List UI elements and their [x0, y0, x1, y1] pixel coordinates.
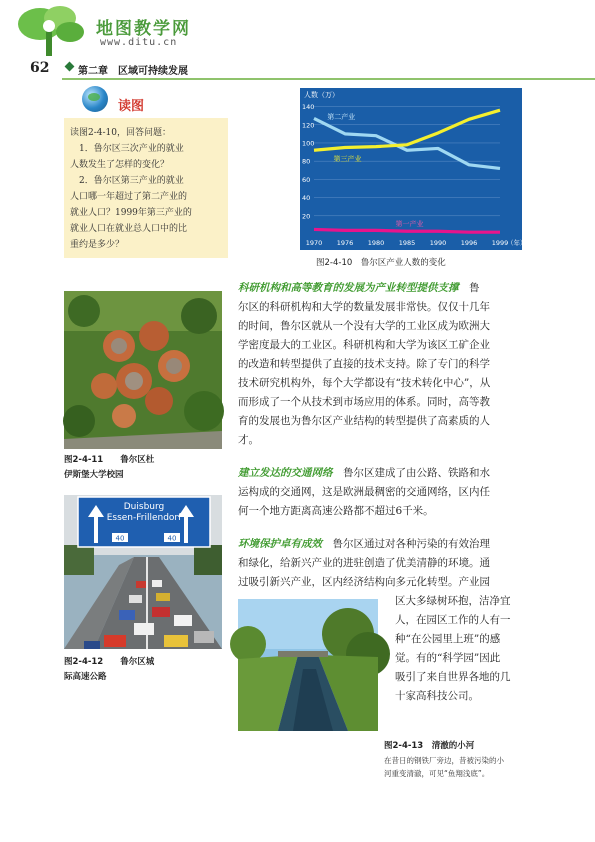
chapter-title: 第二章 区域可持续发展 [78, 66, 188, 77]
paragraph-line: 学密度最大的工业区。科研机构和大学为该区工矿企业 [238, 339, 490, 351]
read-box-line: 人口哪一年超过了第二产业的 [70, 192, 188, 202]
sign-city-2: Essen-Frillendorf [106, 513, 182, 523]
paragraph-text: 鲁尔区通过对各种污染的有效治理 [322, 538, 490, 550]
read-box-line: 重约是多少？ [70, 240, 125, 250]
chart-x-tick-label: 1970 [305, 239, 323, 247]
chart-y-tick-label: 100 [302, 139, 315, 148]
highway-photo [64, 495, 222, 649]
chart-x-tick-label: 1976 [336, 239, 354, 247]
site-logo-tree [14, 4, 92, 58]
paragraph-line: 种“在公园里上班”的感 [395, 633, 501, 645]
read-box-line: 就业人口在就业总人口中的比 [70, 224, 188, 234]
chart-x-tick-label: 1990 [429, 239, 447, 247]
globe-land-icon [88, 93, 100, 101]
paragraph-line: 十家高科技公司。 [395, 690, 479, 702]
chart-x-tick-label: 1996 [460, 239, 478, 247]
read-box-line: 就业人口？1999年第三产业的 [70, 208, 192, 218]
figure-12-caption: 际高速公路 [64, 672, 107, 682]
chart-y-tick-label: 120 [302, 121, 315, 130]
figure-13-note: 河重变清澈，可见“鱼翔浅底”。 [384, 769, 490, 778]
read-box-line: 人数发生了怎样的变化？ [70, 160, 170, 170]
chart-x-axis-label: （年） [507, 239, 527, 247]
chart-y-tick-label: 40 [302, 194, 311, 203]
figure-11-caption: 伊斯堡大学校园 [64, 470, 124, 480]
paragraph-line: 运构成的交通网，这是欧洲最稠密的交通网络，区内任 [238, 486, 490, 498]
paragraph-line: 人，在园区工作的人有一 [395, 614, 511, 626]
section-heading-transport: 建立发达的交通网络 [238, 467, 333, 479]
site-name: 地图教学网 [96, 19, 191, 39]
read-box-line: 2．鲁尔区第三产业的就业 [70, 176, 184, 186]
paragraph-text: 鲁 [458, 282, 480, 294]
paragraph-line [238, 464, 538, 483]
chart-y-axis-label: 人数（万） [304, 91, 339, 99]
paragraph-line: 过吸引新兴产业，区内经济结构向多元化转型。产业园 [238, 576, 490, 588]
sign-route-number: 40 [115, 534, 125, 543]
paragraph-line: 区大多绿树环抱，洁净宜 [395, 595, 511, 607]
paragraph-line [238, 535, 538, 554]
chart-y-tick-label: 80 [302, 157, 311, 166]
paragraph-line: 觉。有的“科学园”因此 [395, 652, 501, 664]
read-box-line: 读图2-4-10，回答问题： [70, 128, 171, 138]
page-number: 62 [30, 60, 50, 76]
paragraph-line: 的改造和转型提供了直接的技术支持。除了专门的科学 [238, 358, 490, 370]
section-heading-environment: 环境保护卓有成效 [238, 538, 322, 550]
chart-caption: 图2-4-10 鲁尔区产业人数的变化 [316, 258, 446, 268]
paragraph-line: 技术研究机构外，每个大学都设有“技术转化中心”，从 [238, 377, 491, 389]
sign-route-number: 40 [167, 534, 177, 543]
figure-12-caption: 图2-4-12 鲁尔区城 [64, 657, 155, 667]
paragraph-line: 才。 [238, 434, 259, 446]
paragraph-line: 育的发展也为鲁尔区产业结构的转型提供了高素质的人 [238, 415, 490, 427]
chart-series-label: 第三产业 [333, 154, 362, 163]
chart-y-tick-label: 140 [302, 103, 315, 112]
chart-series-label: 第一产业 [395, 219, 424, 228]
chart-series-label: 第二产业 [327, 113, 356, 122]
figure-13-caption: 图2-4-13 清澈的小河 [384, 741, 475, 751]
river-photo [238, 599, 378, 731]
paragraph-line: 而形成了一个从技术到市场应用的体系。同时，高等教 [238, 396, 490, 408]
employment-line-chart [300, 88, 527, 250]
chart-x-tick-label: 1985 [398, 239, 416, 247]
sign-city-1: Duisburg [123, 502, 165, 512]
figure-13-note: 在昔日的钢铁厂旁边，昔被污染的小 [384, 756, 504, 765]
diamond-icon [65, 62, 75, 72]
paragraph-text: 鲁尔区建成了由公路、铁路和水 [332, 467, 490, 479]
chart-x-tick-label: 1980 [367, 239, 385, 247]
paragraph-line: 的时间，鲁尔区就从一个没有大学的工业区成为欧洲大 [238, 320, 490, 332]
section-heading-research: 科研机构和高等教育的发展为产业转型提供支撑 [238, 282, 459, 294]
chart-y-tick-label: 20 [302, 212, 311, 221]
university-campus-photo [64, 291, 222, 449]
header-rule [62, 78, 595, 80]
read-box-title: 读图 [118, 99, 145, 114]
figure-11-caption: 图2-4-11 鲁尔区杜 [64, 455, 155, 465]
paragraph-line: 和绿化，给新兴产业的进驻创造了优美清静的环境。通 [238, 557, 490, 569]
paragraph-line: 尔区的科研机构和大学的数量发展非常快。仅仅十几年 [238, 301, 490, 313]
site-url: www.ditu.cn [100, 37, 178, 48]
paragraph-line [238, 279, 538, 298]
paragraph-line: 何一个地方距离高速公路都不超过6千米。 [238, 505, 434, 517]
read-box-line: 1．鲁尔区三次产业的就业 [70, 144, 184, 154]
paragraph-line: 吸引了来自世界各地的几 [395, 671, 511, 683]
chart-y-tick-label: 60 [302, 175, 311, 184]
chart-x-tick-label: 1999 [491, 239, 509, 247]
